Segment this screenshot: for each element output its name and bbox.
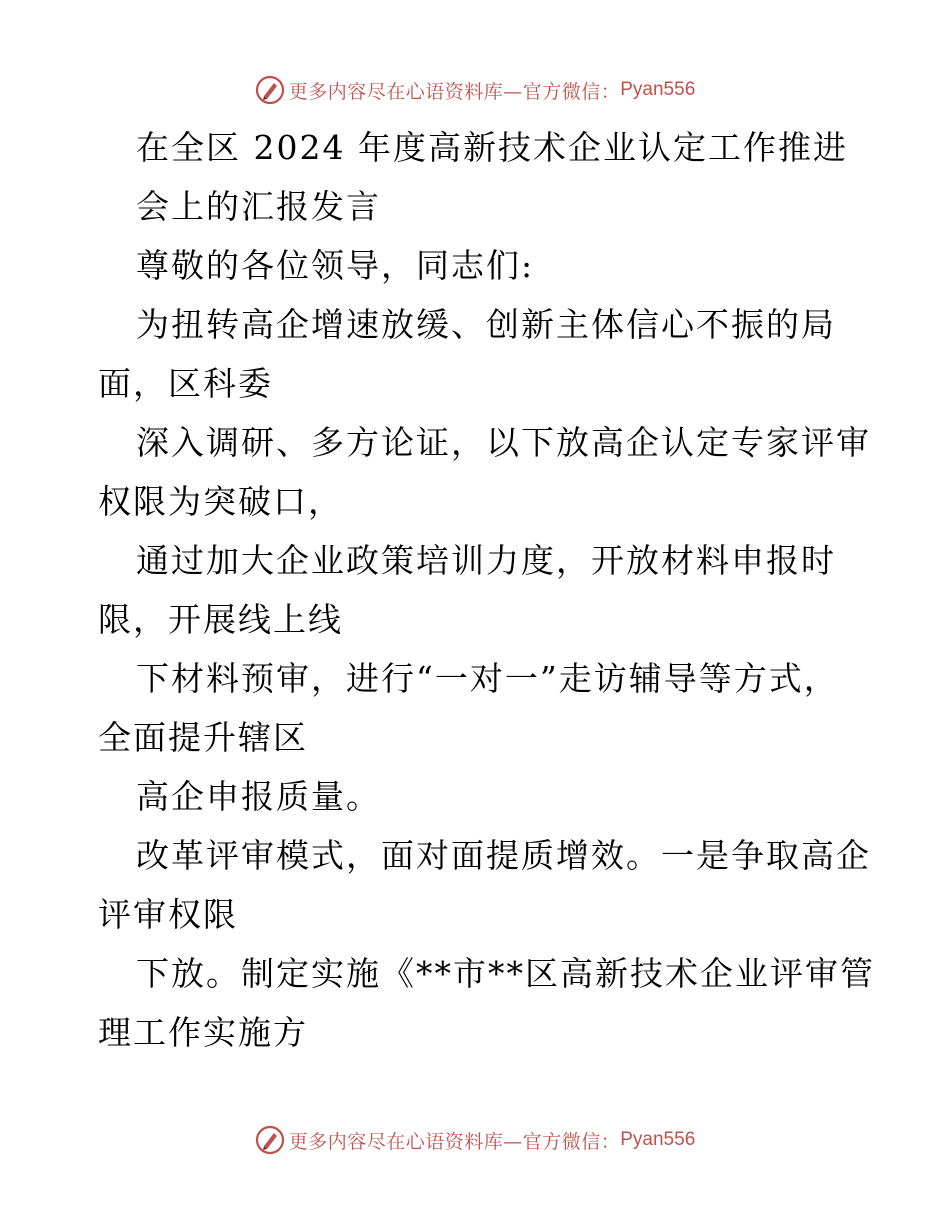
banner-text: 更多内容尽在心语资料库—官方微信：: [288, 80, 621, 103]
doc-line: 限，开展线上线: [98, 600, 343, 639]
pen-logo-icon: [255, 1125, 285, 1155]
doc-line: 会上的汇报发言: [136, 187, 381, 226]
doc-line: 高企申报质量。: [136, 777, 381, 816]
header-banner: [0, 70, 950, 110]
banner-text: 更多内容尽在心语资料库—官方微信：: [288, 1130, 621, 1153]
doc-line: 评审权限: [98, 895, 238, 934]
document-body: [98, 118, 875, 1062]
doc-line: 尊敬的各位领导，同志们:: [136, 246, 535, 285]
doc-line: 通过加大企业政策培训力度，开放材料申报时: [136, 541, 836, 580]
doc-line: 在全区 2024 年度高新技术企业认定工作推进: [136, 128, 848, 167]
doc-line: 全面提升辖区: [98, 718, 308, 757]
doc-line: 权限为突破口，: [98, 482, 343, 521]
doc-line: 理工作实施方: [98, 1013, 308, 1052]
doc-line: 下放。制定实施《**市**区高新技术企业评审管: [136, 954, 875, 993]
banner-wechat-id: Pyan556: [620, 79, 696, 100]
pen-logo-icon: [255, 75, 285, 105]
banner-wechat-id: Pyan556: [620, 1129, 696, 1150]
doc-line: 改革评审模式，面对面提质增效。一是争取高企: [136, 836, 871, 875]
footer-banner: [0, 1120, 950, 1160]
doc-line: 下材料预审，进行“一对一”走访辅导等方式，: [136, 659, 839, 698]
doc-line: 为扭转高企增速放缓、创新主体信心不振的局: [136, 305, 836, 344]
doc-line: 面，区科委: [98, 364, 273, 403]
doc-line: 深入调研、多方论证，以下放高企认定专家评审: [136, 423, 871, 462]
